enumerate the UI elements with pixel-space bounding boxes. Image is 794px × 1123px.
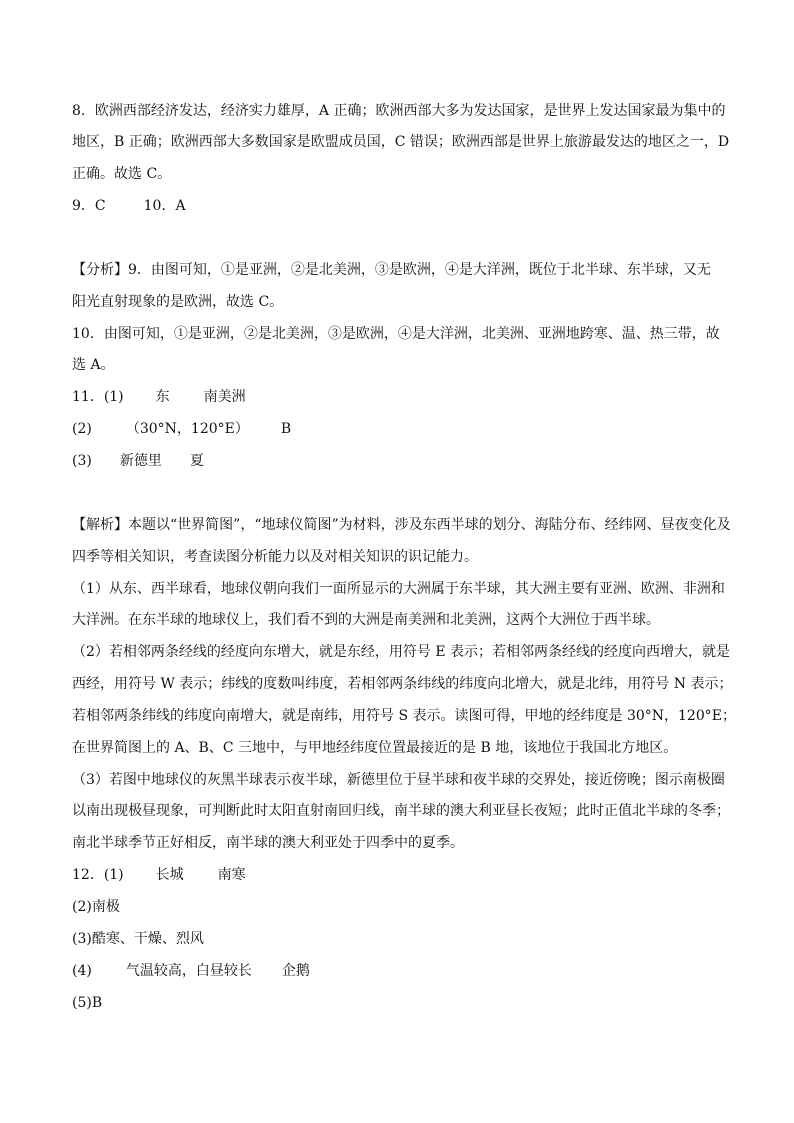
q11-part-1-answer-b: 南美洲	[203, 389, 246, 405]
q11-part-2-answer-a: （30°N，120°E）	[125, 421, 249, 437]
answer-10: 10．A	[143, 198, 186, 214]
q11-part-2-number: (2)	[72, 421, 92, 437]
q12-part-1-number: 12．(1)	[72, 867, 124, 883]
q11-part-1-number: 11．(1)	[72, 389, 124, 405]
q12-part-3: (3)酷寒、干燥、烈风	[72, 931, 204, 947]
q11-part-2-answer-b: B	[280, 421, 292, 437]
q12-part-4	[72, 961, 310, 981]
q8-line-1: 8．欧洲西部经济发达，经济实力雄厚，A 正确；欧洲西部大多为发达国家，是世界上发达国家最为集中的	[72, 103, 726, 119]
q12-part-4-number: (4)	[72, 963, 92, 979]
q11-part-1	[72, 387, 246, 407]
explain-11-line-7: 若相邻两条纬线的纬度向南增大，就是南纬，用符号 S 表示。读图可得，甲地的经纬度是 30°N，120°E；	[72, 708, 736, 724]
analysis-10-line-1: 10．由图可知，①是亚洲，②是北美洲，③是欧洲，④是大洋洲，北美洲、亚洲地跨寒、温、热三带，故	[72, 326, 720, 342]
q12-part-1	[72, 865, 246, 885]
q11-part-3-answer-a: 新德里	[119, 453, 162, 469]
q11-part-3	[72, 451, 204, 471]
q12-part-1-answer-a: 长城	[155, 867, 184, 883]
analysis-10-line-2: 选 A。	[72, 357, 115, 373]
explain-11-line-9: （3）若图中地球仪的灰黑半球表示夜半球，新德里位于昼半球和夜半球的交界处，接近傍晚；图示南极圈	[72, 772, 725, 788]
explain-11-line-11: 南北半球季节正好相反，南半球的澳大利亚处于四季中的夏季。	[72, 835, 464, 851]
analysis-9-line-1: 【分析】9．由图可知，①是亚洲，②是北美洲，③是欧洲，④是大洋洲，既位于北半球、东半球，又无	[72, 262, 711, 278]
q11-part-3-number: (3)	[72, 453, 92, 469]
explain-11-line-2: 四季等相关知识，考查读图分析能力以及对相关知识的识记能力。	[72, 549, 478, 565]
q12-part-4-answer-a: 气温较高，白昼较长	[125, 963, 252, 979]
q12-part-2: (2)南极	[72, 899, 120, 915]
q11-part-3-answer-b: 夏	[189, 453, 204, 469]
q12-part-4-answer-b: 企鹅	[281, 963, 310, 979]
explain-11-line-4: 大洋洲。在东半球的地球仪上，我们看不到的大洲是南美洲和北美洲，这两个大洲位于西半球。	[72, 612, 660, 628]
analysis-9-line-2: 阳光直射现象的是欧洲，故选 C。	[72, 294, 284, 310]
q12-part-1-answer-b: 南寒	[217, 867, 246, 883]
q11-part-2	[72, 419, 291, 439]
explain-11-line-6: 西经，用符号 W 表示；纬线的度数叫纬度，若相邻两条纬线的纬度向北增大，就是北纬，用符号 N 表示；	[72, 676, 733, 692]
explain-11-line-5: （2）若相邻两条经线的经度向东增大，就是东经，用符号 E 表示；若相邻两条经线的经度向西增大，就是	[72, 644, 731, 660]
q11-part-1-answer-a: 东	[155, 389, 170, 405]
q8-line-3: 正确。故选 C。	[72, 166, 172, 182]
explain-11-line-8: 在世界简图上的 A、B、C 三地中，与甲地经纬度位置最接近的是 B 地，该地位于我国北方地区。	[72, 740, 678, 756]
answer-9: 9．C	[72, 198, 106, 214]
explain-11-line-10: 以南出现极昼现象，可判断此时太阳直射南回归线，南半球的澳大利亚昼长夜短；此时正值北半球的冬季；	[72, 803, 730, 819]
explain-11-line-3: （1）从东、西半球看，地球仪朝向我们一面所显示的大洲属于东半球，其大洲主要有亚洲、欧洲、非洲和	[72, 581, 725, 597]
explain-11-line-1: 【解析】本题以“世界简图”，“地球仪简图”为材料，涉及东西半球的划分、海陆分布、经纬网、昼夜变化及	[72, 517, 731, 533]
answers-9-10	[72, 196, 186, 216]
q12-part-5: (5)B	[72, 995, 103, 1011]
q8-line-2: 地区，B 正确；欧洲西部大多数国家是欧盟成员国，C 错误；欧洲西部是世界上旅游最发达的地区之一，D	[72, 134, 730, 150]
